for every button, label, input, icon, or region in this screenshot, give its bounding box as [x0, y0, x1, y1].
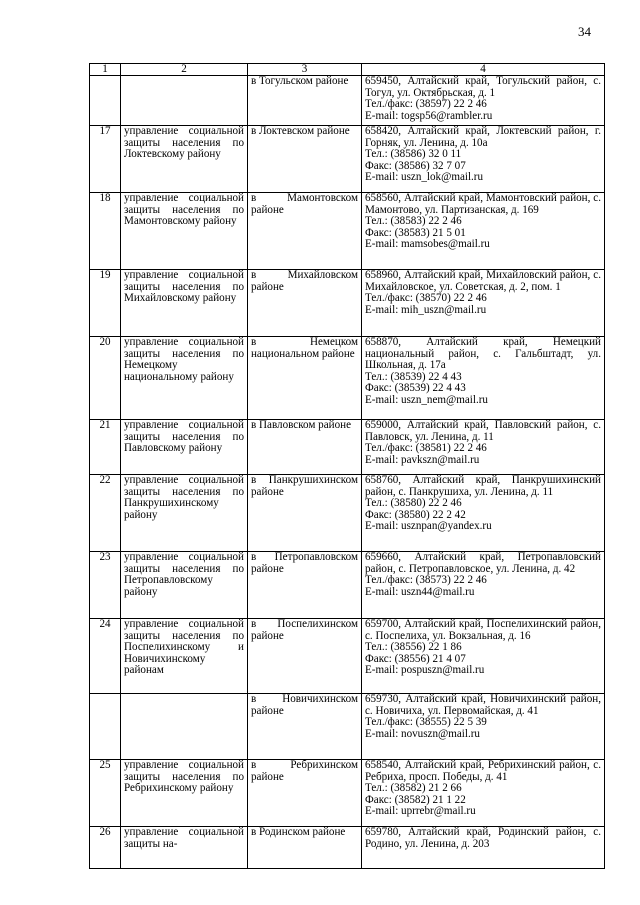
contact-line: E-mail: pospuszn@mail.ru [365, 664, 485, 677]
district-name: в Локтевском районе [248, 126, 362, 193]
header-cell: 4 [362, 64, 605, 76]
row-number: 20 [90, 337, 121, 420]
institution-name [121, 76, 248, 126]
contact-details [362, 552, 605, 619]
row-number: 21 [90, 420, 121, 475]
contact-line: E-mail: uszn_nem@mail.ru [365, 393, 488, 406]
page-number: 34 [578, 24, 591, 39]
institution-name: управление социальной защиты населения по Локтевскому району [121, 126, 248, 193]
institution-name: управление социальной защиты населения по Немецкому национальному району [121, 337, 248, 420]
district-name: в Поспелихинском районе [248, 619, 362, 694]
postal-address: 659700, Алтайский край, Поспелихинский район, с. Поспелиха, ул. Вокзальная, д. 16 [365, 618, 601, 642]
contact-line: E-mail: mamsobes@mail.ru [365, 238, 490, 251]
district-name: в Михайловском районе [248, 270, 362, 337]
contact-line: Факс: (38586) 32 7 07 [365, 159, 466, 172]
contact-details [362, 193, 605, 270]
header-cell: 3 [248, 64, 362, 76]
postal-address: 659660, Алтайский край, Петропавловский район, с. Петропавловское, ул. Ленина, д. 42 [365, 551, 601, 575]
row-number [90, 694, 121, 760]
table-row [90, 126, 605, 193]
postal-address: 659450, Алтайский край, Тогульский район, с. Тогул, ул. Октябрьская, д. 1 [365, 75, 601, 99]
postal-address: 659000, Алтайский край, Павловский район, с. Павловск, ул. Ленина, д. 11 [365, 419, 601, 443]
contact-line: Тел./факс: (38573) 22 2 46 [365, 574, 487, 587]
table-row [90, 552, 605, 619]
contact-line: Тел./факс: (38570) 22 2 46 [365, 292, 487, 305]
contact-details [362, 619, 605, 694]
table-row [90, 193, 605, 270]
contact-line: Факс: (38580) 22 2 42 [365, 508, 466, 521]
row-number: 17 [90, 126, 121, 193]
contact-line: Тел.: (38583) 22 2 46 [365, 215, 462, 228]
contact-details [362, 337, 605, 420]
postal-address: 658420, Алтайский край, Локтевский район, г. Горняк, ул. Ленина, д. 10а [365, 125, 601, 149]
postal-address: 658560, Алтайский край, Мамонтовский район, с. Мамонтово, ул. Партизанская, д. 169 [365, 192, 601, 216]
row-number: 23 [90, 552, 121, 619]
contact-line: E-mail: uprrebr@mail.ru [365, 805, 476, 818]
contact-details [362, 126, 605, 193]
district-name: в Павловском районе [248, 420, 362, 475]
row-number: 19 [90, 270, 121, 337]
institution-name: управление социальной защиты населения по Панкрушихинскому району [121, 475, 248, 552]
contact-line: Тел.: (38556) 22 1 86 [365, 641, 462, 654]
district-name: в Петропавловском районе [248, 552, 362, 619]
contact-details [362, 76, 605, 126]
institution-name: управление социальной защиты населения по Ребрихинскому району [121, 760, 248, 827]
district-name: в Ребрихинском районе [248, 760, 362, 827]
district-name: в Тогульском районе [248, 76, 362, 126]
contact-line: Тел.: (38582) 21 2 66 [365, 782, 462, 795]
contact-line: Факс: (38539) 22 4 43 [365, 382, 466, 395]
contact-line: Факс: (38582) 21 1 22 [365, 793, 466, 806]
contact-details [362, 420, 605, 475]
row-number: 22 [90, 475, 121, 552]
table-row [90, 827, 605, 869]
table-row [90, 76, 605, 126]
contact-line: Тел./факс: (38581) 22 2 46 [365, 442, 487, 455]
institutions-table [89, 63, 605, 869]
postal-address: 658960, Алтайский край, Михайловский район, с. Михайловское, ул. Советская, д. 2, пом. 1 [365, 269, 601, 293]
contact-line: E-mail: usznpan@yandex.ru [365, 520, 492, 533]
district-name: в Мамонтовском районе [248, 193, 362, 270]
institution-name: управление социальной защиты населения по Михайловскому району [121, 270, 248, 337]
contact-details [362, 475, 605, 552]
district-name: в Немецком национальном районе [248, 337, 362, 420]
header-cell: 2 [121, 64, 248, 76]
table-row [90, 337, 605, 420]
postal-address: 659780, Алтайский край, Родинский район, с. Родино, ул. Ленина, д. 203 [365, 826, 601, 850]
contact-line: Тел./факс: (38597) 22 2 46 [365, 98, 487, 111]
table-row [90, 760, 605, 827]
table-row [90, 420, 605, 475]
contact-line: E-mail: mih_uszn@mail.ru [365, 303, 487, 316]
row-number: 18 [90, 193, 121, 270]
institution-name: управление социальной защиты населения по Поспелихинскому и Новичихинскому районам [121, 619, 248, 694]
contact-line: Тел.: (38580) 22 2 46 [365, 497, 462, 510]
institution-name: управление социальной защиты населения по Павловскому району [121, 420, 248, 475]
contact-line: E-mail: uszn_lok@mail.ru [365, 171, 484, 184]
contact-line: Тел./факс: (38555) 22 5 39 [365, 716, 487, 729]
district-name: в Родинском районе [248, 827, 362, 869]
contact-line: E-mail: uszn44@mail.ru [365, 585, 475, 598]
contact-line: E-mail: pavkszn@mail.ru [365, 453, 480, 466]
contact-line: Тел.: (38586) 32 0 11 [365, 148, 462, 161]
contact-line: E-mail: novuszn@mail.ru [365, 727, 480, 740]
postal-address: 658540, Алтайский край, Ребрихинский район, с. Ребриха, просп. Победы, д. 41 [365, 759, 601, 783]
district-name: в Новичихинском районе [248, 694, 362, 760]
contact-details [362, 827, 605, 869]
row-number: 25 [90, 760, 121, 827]
postal-address: 659730, Алтайский край, Новичихинский район, с. Новичиха, ул. Первомайская, д. 41 [365, 693, 601, 717]
contact-line: Факс: (38583) 21 5 01 [365, 226, 466, 239]
row-number: 24 [90, 619, 121, 694]
postal-address: 658760, Алтайский край, Панкрушихинский район, с. Панкрушиха, ул. Ленина, д. 11 [365, 474, 601, 498]
row-number: 26 [90, 827, 121, 869]
contact-details [362, 760, 605, 827]
contact-details [362, 694, 605, 760]
table-row [90, 475, 605, 552]
contact-line: Факс: (38556) 21 4 07 [365, 652, 466, 665]
institution-name: управление социальной защиты населения по Петропавловскому району [121, 552, 248, 619]
contact-details [362, 270, 605, 337]
institution-name: управление социальной защиты населения по Мамонтовскому району [121, 193, 248, 270]
contact-line: Тел.: (38539) 22 4 43 [365, 370, 462, 383]
district-name: в Панкрушихинском районе [248, 475, 362, 552]
row-number [90, 76, 121, 126]
institution-name: управление социальной защиты на- [121, 827, 248, 869]
table-header-row [90, 64, 605, 76]
table-row [90, 619, 605, 694]
institution-name [121, 694, 248, 760]
table-row [90, 694, 605, 760]
table-row [90, 270, 605, 337]
header-cell: 1 [90, 64, 121, 76]
contact-line: E-mail: togsp56@rambler.ru [365, 109, 493, 122]
postal-address: 658870, Алтайский край, Немецкий национальный район, с. Гальбштадт, ул. Школьная, д. 17а [365, 336, 601, 372]
